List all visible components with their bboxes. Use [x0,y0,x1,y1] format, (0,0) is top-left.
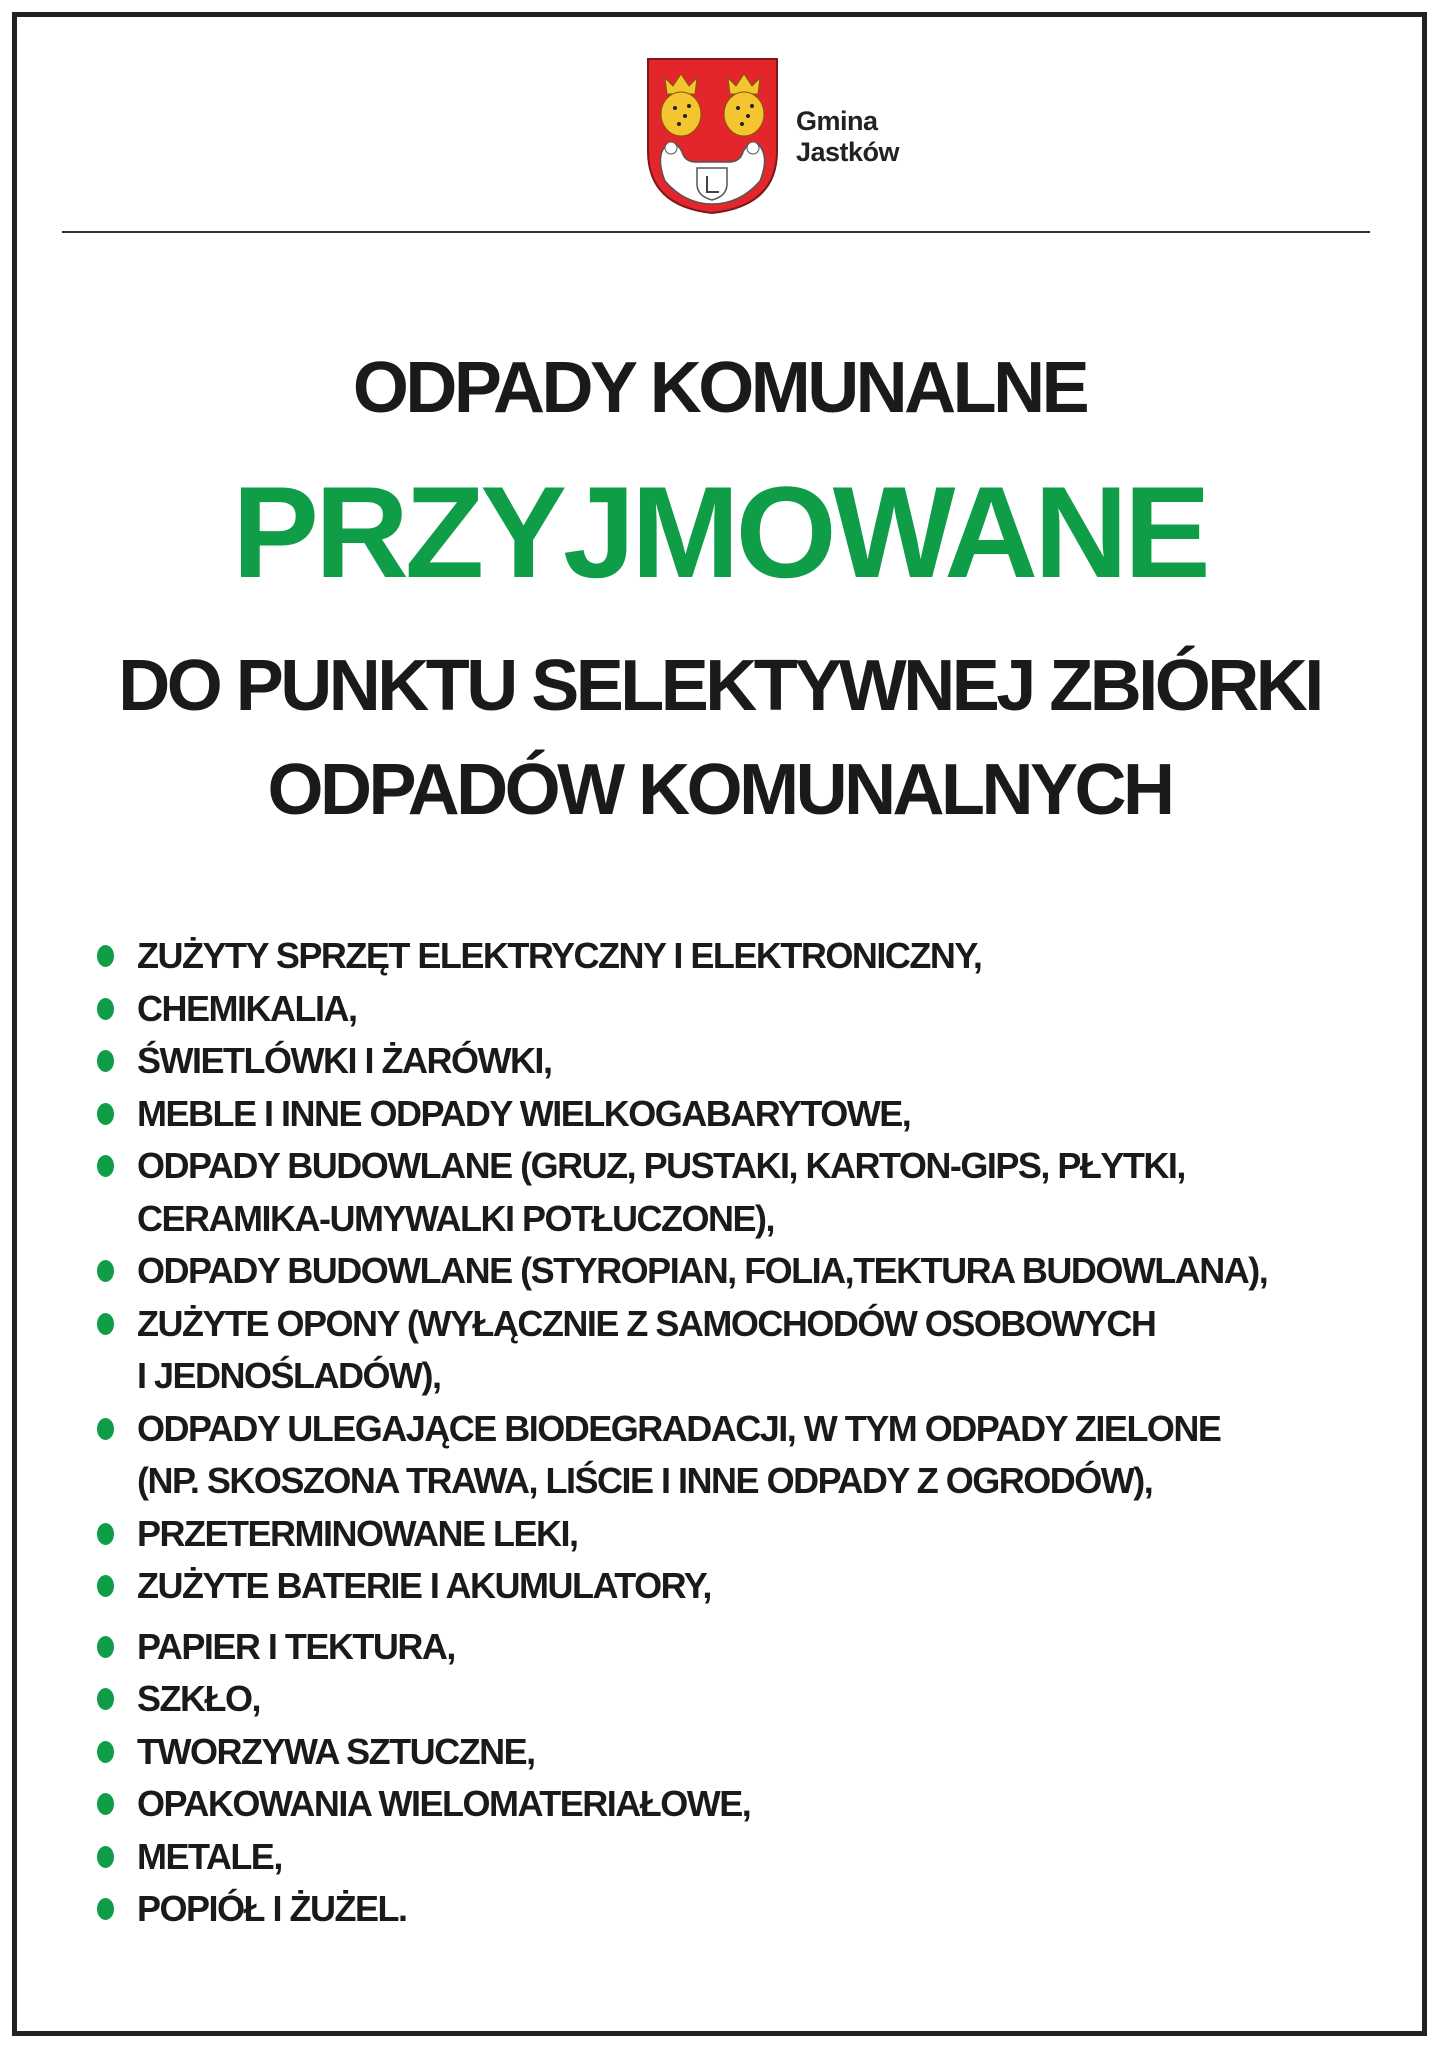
municipality-name [796,106,899,168]
list-item [95,1560,1415,1613]
title-highlight: PRZYJMOWANE [232,459,1207,605]
bullet-icon [97,1898,114,1920]
list-item [95,1035,1415,1088]
list-item-text: PRZETERMINOWANE LEKI, [137,1512,578,1554]
bullet-icon [97,1050,114,1072]
bullet-icon [97,1418,114,1440]
coat-of-arms-logo [645,56,780,216]
bullet-icon [97,998,114,1020]
list-item [95,1621,1415,1674]
list-item-text: (NP. SKOSZONA TRAWA, LIŚCIE I INNE ODPADY Z OGRODÓW), [137,1460,1153,1501]
list-item-text: ŚWIETLÓWKI I ŻARÓWKI, [137,1040,552,1081]
list-item-text: ZUŻYTE BATERIE I AKUMULATORY, [137,1565,711,1606]
list-item [95,1726,1415,1779]
bullet-icon [97,1793,114,1815]
bullet-icon [97,1575,114,1597]
list-item-text: SZKŁO, [137,1678,260,1719]
logo-text-line-1: Gmina [796,106,878,136]
list-item-text: ZUŻYTE OPONY (WYŁĄCZNIE Z SAMOCHODÓW OSOBOWYCH [137,1302,1156,1344]
list-item [95,983,1415,1036]
list-item-text: METALE, [137,1835,282,1877]
title-text: ODPADY KOMUNALNE [352,348,1087,428]
title-text: DO PUNKTU SELEKTYWNEJ ZBIÓRKI [118,646,1321,726]
list-item [95,1088,1415,1141]
list-item [95,1831,1415,1884]
logo-text-line-2: Jastków [796,137,900,167]
title-line-4 [0,750,1439,830]
list-item-text: CHEMIKALIA, [137,987,357,1029]
list-item [95,1245,1415,1298]
bullet-icon [97,1636,114,1658]
list-item [95,1508,1415,1561]
list-item-text: PAPIER I TEKTURA, [137,1625,455,1667]
title-text: ODPADÓW KOMUNALNYCH [267,750,1172,830]
accepted-waste-list [95,930,1415,1936]
list-item [95,930,1415,983]
list-item-text: ODPADY BUDOWLANE (GRUZ, PUSTAKI, KARTON-GIPS, PŁYTKI, [137,1145,1185,1186]
bullet-icon [97,945,114,967]
list-item-text: TWORZYWA SZTUCZNE, [137,1730,535,1772]
list-item [95,1778,1415,1831]
list-item [95,1673,1415,1726]
list-item-text: I JEDNOŚLADÓW), [137,1355,441,1396]
list-item-text: ODPADY BUDOWLANE (STYROPIAN, FOLIA,TEKTURA BUDOWLANA), [137,1250,1268,1291]
title-line-2 [0,459,1439,605]
title-line-3 [0,646,1439,726]
bullet-icon [97,1846,114,1868]
title-line-1 [0,348,1439,428]
header-divider [62,231,1370,233]
bullet-icon [97,1741,114,1763]
list-item [95,1298,1415,1403]
list-item-text: ODPADY ULEGAJĄCE BIODEGRADACJI, W TYM ODPADY ZIELONE [137,1407,1221,1449]
list-item-text: CERAMIKA-UMYWALKI POTŁUCZONE), [137,1197,774,1239]
list-item [95,1883,1415,1936]
list-item-text: MEBLE I INNE ODPADY WIELKOGABARYTOWE, [137,1092,911,1134]
list-item-text: OPAKOWANIA WIELOMATERIAŁOWE, [137,1783,751,1824]
bullet-icon [97,1523,114,1545]
bullet-icon [97,1260,114,1282]
bullet-icon [97,1688,114,1710]
bullet-icon [97,1103,114,1125]
bullet-icon [97,1313,114,1335]
list-item [95,1140,1415,1245]
list-item-text: POPIÓŁ I ŻUŻEL. [137,1888,407,1929]
list-item [95,1403,1415,1508]
list-item-text: ZUŻYTY SPRZĘT ELEKTRYCZNY I ELEKTRONICZNY, [137,935,982,976]
bullet-icon [97,1155,114,1177]
